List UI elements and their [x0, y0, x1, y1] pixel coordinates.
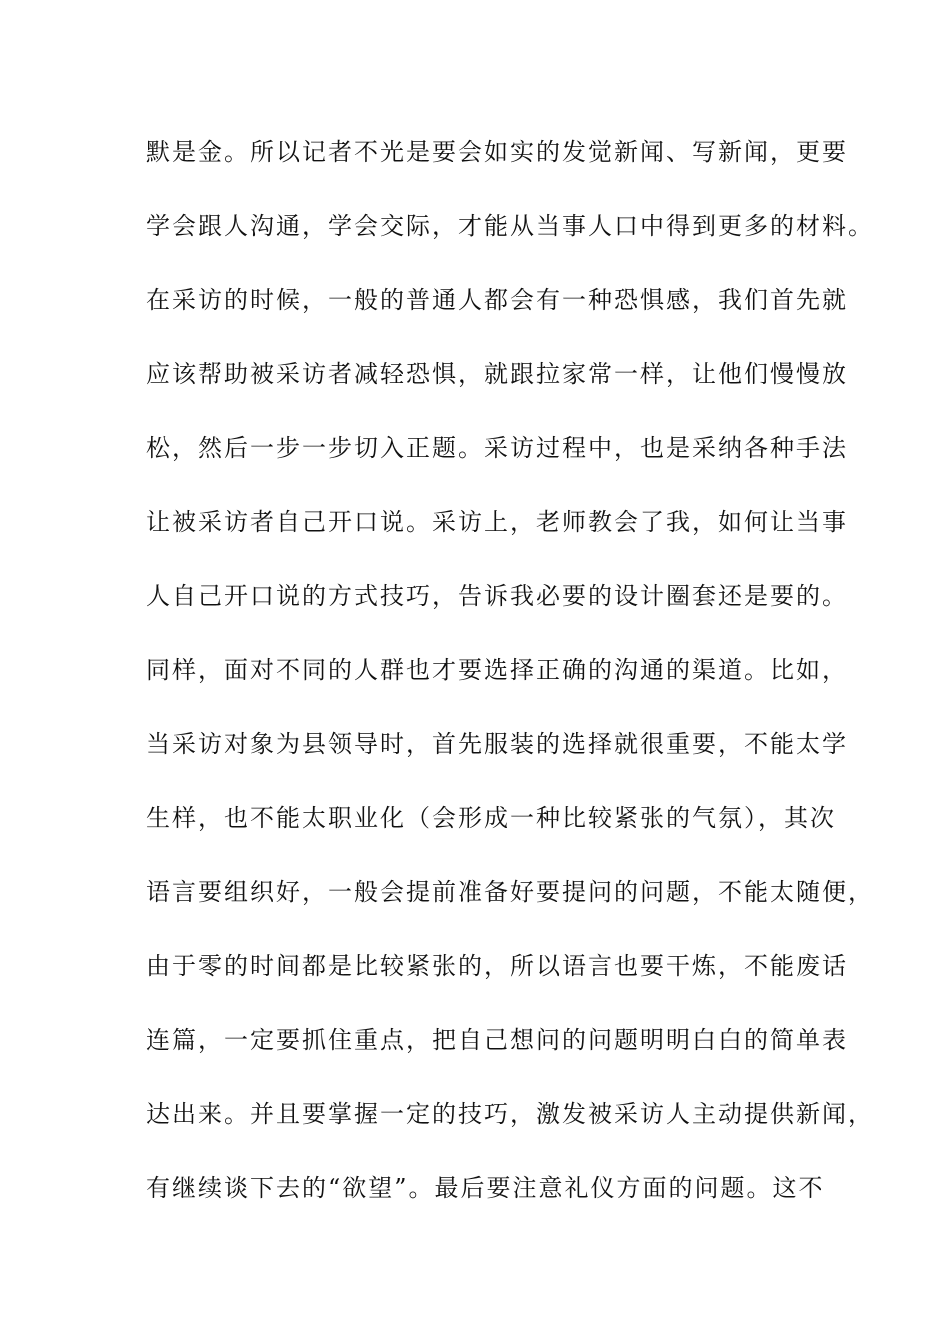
body-text — [146, 130, 874, 1240]
text-line: 让被采访者自己开口说。采访上，老师教会了我，如何让当事 — [146, 508, 848, 536]
text-line: 在采访的时候，一般的普通人都会有一种恐惧感，我们首先就 — [146, 286, 848, 314]
text-line: 达出来。并且要掌握一定的技巧，激发被采访人主动提供新闻， — [146, 1100, 874, 1128]
text-line: 连篇，一定要抓住重点，把自己想问的问题明明白白的简单表 — [146, 1026, 848, 1054]
text-line: 同样，面对不同的人群也才要选择正确的沟通的渠道。比如， — [146, 656, 848, 684]
text-line: 学会跟人沟通，学会交际，才能从当事人口中得到更多的材料。 — [146, 212, 874, 240]
text-line: 语言要组织好，一般会提前准备好要提问的问题，不能太随便， — [146, 878, 874, 906]
text-line: 当采访对象为县领导时，首先服装的选择就很重要，不能太学 — [146, 730, 848, 758]
text-line: 松，然后一步一步切入正题。采访过程中，也是采纳各种手法 — [146, 434, 848, 462]
text-line: 生样，也不能太职业化（会形成一种比较紧张的气氛），其次 — [146, 804, 836, 832]
text-line: 人自己开口说的方式技巧，告诉我必要的设计圈套还是要的。 — [146, 582, 848, 610]
text-line: 由于零的时间都是比较紧张的，所以语言也要干炼，不能废话 — [146, 952, 848, 980]
text-line: 有继续谈下去的“欲望”。最后要注意礼仪方面的问题。这不 — [146, 1174, 825, 1202]
text-line: 默是金。所以记者不光是要会如实的发觉新闻、写新闻，更要 — [146, 138, 848, 166]
text-line: 应该帮助被采访者减轻恐惧，就跟拉家常一样，让他们慢慢放 — [146, 360, 848, 388]
